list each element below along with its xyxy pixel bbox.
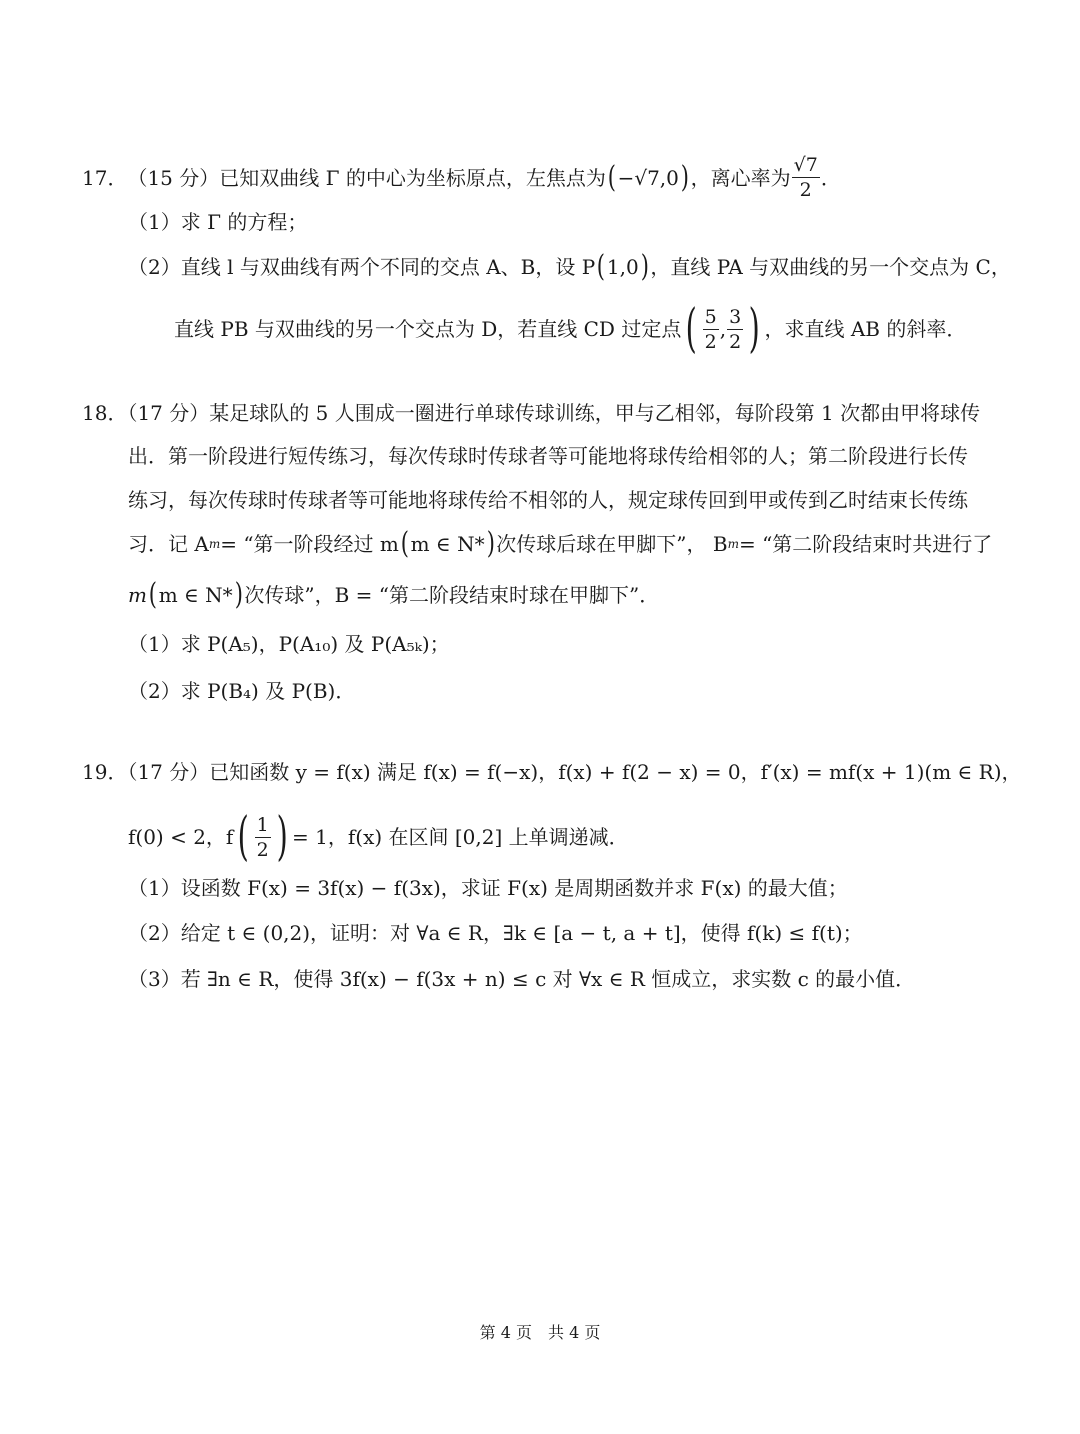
q19-part2: （2）给定 t ∈ (0,2)，证明：对 ∀a ∈ R，∃k ∈ [a − t, a + t]，使得 f(k) ≤ f(t)； <box>128 921 863 945</box>
q18-score: （17 分） <box>127 401 210 425</box>
q17-score: （15 分） <box>127 165 220 190</box>
q18-number: 18． <box>82 401 128 425</box>
q19-part1: （1）设函数 F(x) = 3f(x) − f(3x)，求证 F(x) 是周期函数并求 F(x) 的最大值； <box>128 876 848 900</box>
q17-stem-a: 已知双曲线 Γ 的中心为坐标原点，左焦点为 <box>219 165 606 190</box>
q19-part3: （3）若 ∃n ∈ R，使得 3f(x) − f(3x + n) ≤ c 对 ∀x ∈ R 恒成立，求实数 c 的最小值． <box>128 967 916 991</box>
q19-score: （17 分） <box>127 760 210 784</box>
q17-stem: 17． （15 分） 已知双曲线 Γ 的中心为坐标原点，左焦点为 ( −√7,0 ) ，离心率为 $\frac{√7}{2}$ ． <box>82 154 841 201</box>
q17-number: 17． <box>82 165 128 190</box>
q18-line1: 18．（17 分）某足球队的 5 人围成一圈进行单球传球训练，甲与乙相邻，每阶段第 1 次都由甲将球传 <box>82 401 981 425</box>
q19-number: 19． <box>82 760 128 784</box>
q19-line1: 19．（17 分）已知函数 y = f(x) 满足 f(x) = f(−x)，f(x) + f(2 − x) = 0，f′(x) = mf(x + 1)(m ∈ R)， <box>82 760 1022 784</box>
q17-end: ． <box>820 165 841 190</box>
q18-line2: 出．第一阶段进行短传练习，每次传球时传球者等可能地将球传给相邻的人；第二阶段进行长传 <box>128 444 968 468</box>
q18-part2: （2）求 P(B₄) 及 P(B)． <box>128 679 356 703</box>
q17-part2-line2: 直线 PB 与双曲线的另一个交点为 D，若直线 CD 过定点 ( $\frac{5}{2}$ , $\frac{3}{2}$ ) ，求直线 AB 的斜率． <box>174 299 967 359</box>
q18-part1: （1）求 P(A₅)，P(A₁₀) 及 P(A₅ₖ)； <box>128 632 450 656</box>
q18-line3: 练习，每次传球时传球者等可能地将球传给不相邻的人，规定球传回到甲或传到乙时结束长传练 <box>128 488 968 512</box>
q18-line4: 习．记 A m = “第一阶段经过 m ( m ∈ N* ) 次传球后球在甲脚下”， B m = “第二阶段结束时共进行了 <box>128 526 993 561</box>
q18-line5: m ( m ∈ N* ) 次传球”，B = “第二阶段结束时球在甲脚下”． <box>128 577 660 612</box>
q17-stem-b: ，离心率为 <box>690 165 791 190</box>
q17-part1: （1）求 Γ 的方程； <box>128 210 308 234</box>
q17-eccentricity: $\frac{√7}{2}$ <box>793 154 818 201</box>
q17-focus: −√7,0 <box>617 165 679 190</box>
page-footer: 第 4 页 共 4 页 <box>479 1323 601 1342</box>
q17-part2-line1: （2）直线 l 与双曲线有两个不同的交点 A、B，设 P ( 1,0 ) ，直线 PA 与双曲线的另一个交点为 C， <box>128 249 1011 284</box>
q19-line2: f(0) < 2，f ( $\frac{1}{2}$ ) = 1，f(x) 在区间 [0,2] 上单调递减． <box>128 807 629 867</box>
